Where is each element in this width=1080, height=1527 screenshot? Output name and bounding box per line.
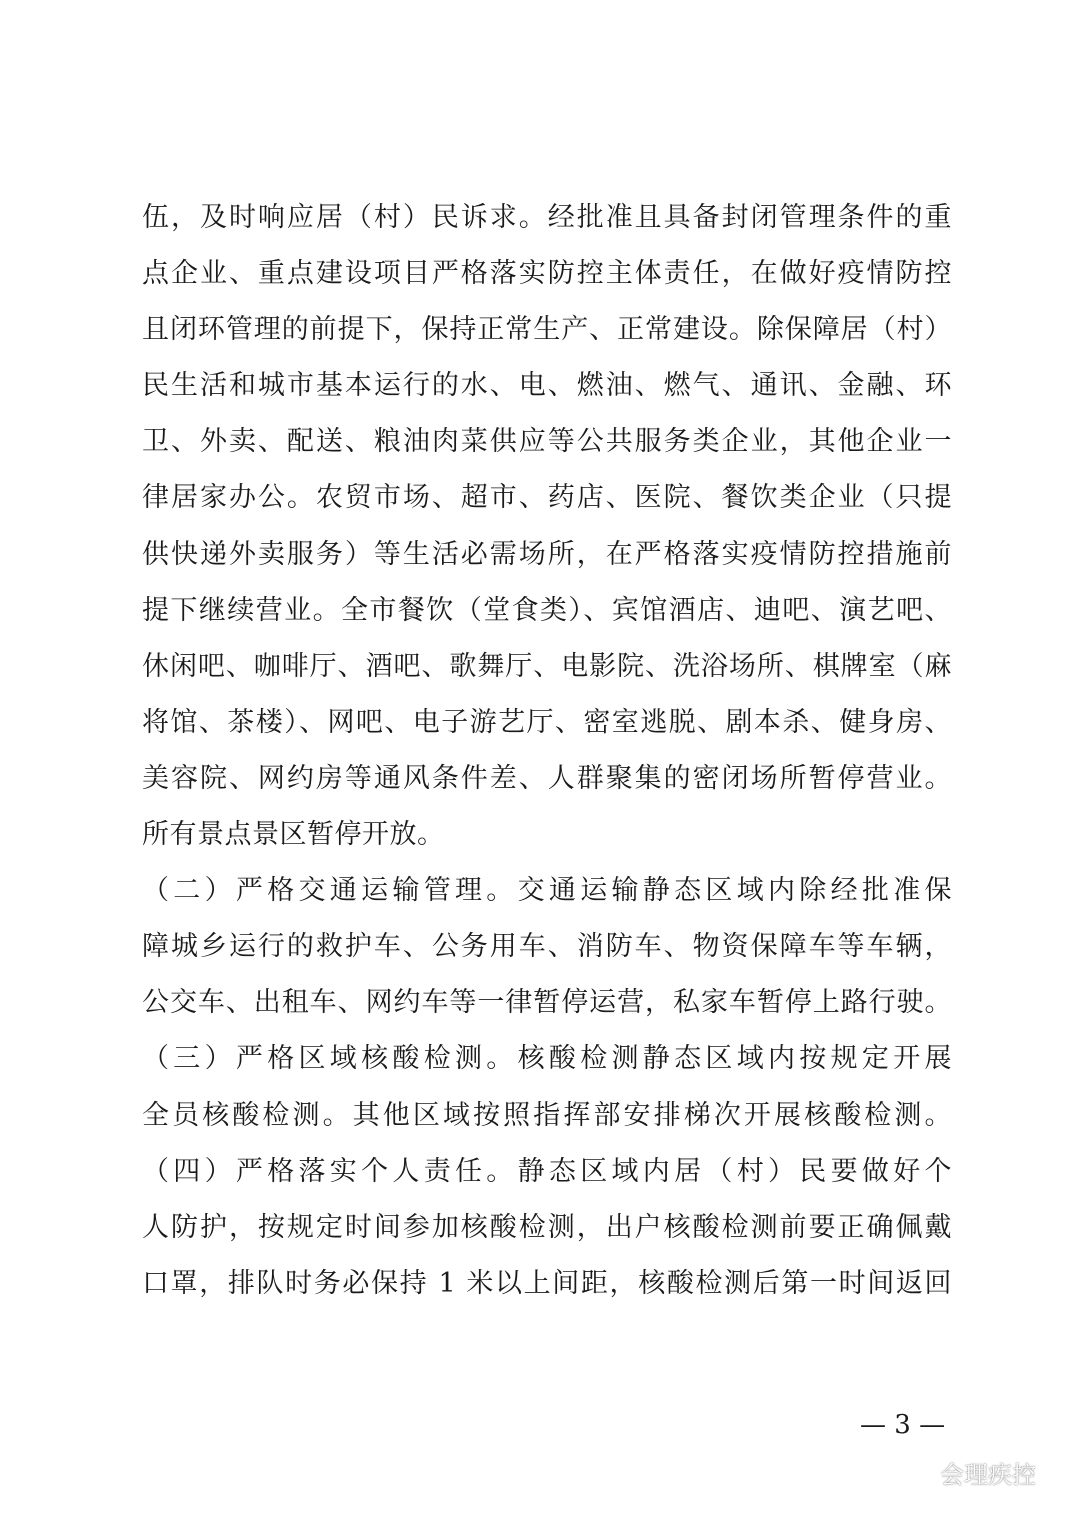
text-line: 休闲吧、咖啡厅、酒吧、歌舞厅、电影院、洗浴场所、棋牌室（麻 <box>142 650 952 682</box>
text-line: 供快递外卖服务）等生活必需场所，在严格落实疫情防控措施前 <box>142 538 952 570</box>
paragraph-end-line: 所有景点景区暂停开放。 <box>142 819 445 851</box>
text-line: 障城乡运行的救护车、公务用车、消防车、物资保障车等车辆， <box>142 931 952 963</box>
text-line: 律居家办公。农贸市场、超市、药店、医院、餐饮类企业（只提 <box>142 482 952 514</box>
text-line: 口罩，排队时务必保持 1 米以上间距，核酸检测后第一时间返回 <box>142 1267 952 1299</box>
text-line: （三）严格区域核酸检测。核酸检测静态区域内按规定开展 <box>142 1043 952 1075</box>
body-text <box>142 190 952 1312</box>
text-line: 伍，及时响应居（村）民诉求。经批准且具备封闭管理条件的重 <box>142 202 952 233</box>
text-line: （四）严格落实个人责任。静态区域内居（村）民要做好个 <box>142 1155 952 1187</box>
text-line: 卫、外卖、配送、粮油肉菜供应等公共服务类企业，其他企业一 <box>142 426 952 458</box>
watermark <box>900 1458 1060 1492</box>
text-line: （二）严格交通运输管理。交通运输静态区域内除经批准保 <box>142 875 952 907</box>
text-line: 公交车、出租车、网约车等一律暂停运营，私家车暂停上路行驶。 <box>142 987 952 1019</box>
text-line: 全员核酸检测。其他区域按照指挥部安排梯次开展核酸检测。 <box>142 1099 952 1131</box>
text-line: 将馆、茶楼）、网吧、电子游艺厅、密室逃脱、剧本杀、健身房、 <box>142 706 952 738</box>
text-line: 且闭环管理的前提下，保持正常生产、正常建设。除保障居（村） <box>142 314 952 346</box>
page-number: — 3 — <box>860 1410 946 1440</box>
wechat-icon <box>900 1460 934 1490</box>
text-line: 提下继续营业。全市餐饮（堂食类）、宾馆酒店、迪吧、演艺吧、 <box>142 594 952 626</box>
text-line: 民生活和城市基本运行的水、电、燃油、燃气、通讯、金融、环 <box>142 370 952 402</box>
text-line: 美容院、网约房等通风条件差、人群聚集的密闭场所暂停营业。 <box>142 762 952 794</box>
text-line: 点企业、重点建设项目严格落实防控主体责任，在做好疫情防控 <box>142 258 952 290</box>
watermark-text: 会理疾控 <box>940 1461 1036 1489</box>
text-line: 人防护，按规定时间参加核酸检测，出户核酸检测前要正确佩戴 <box>142 1211 952 1243</box>
